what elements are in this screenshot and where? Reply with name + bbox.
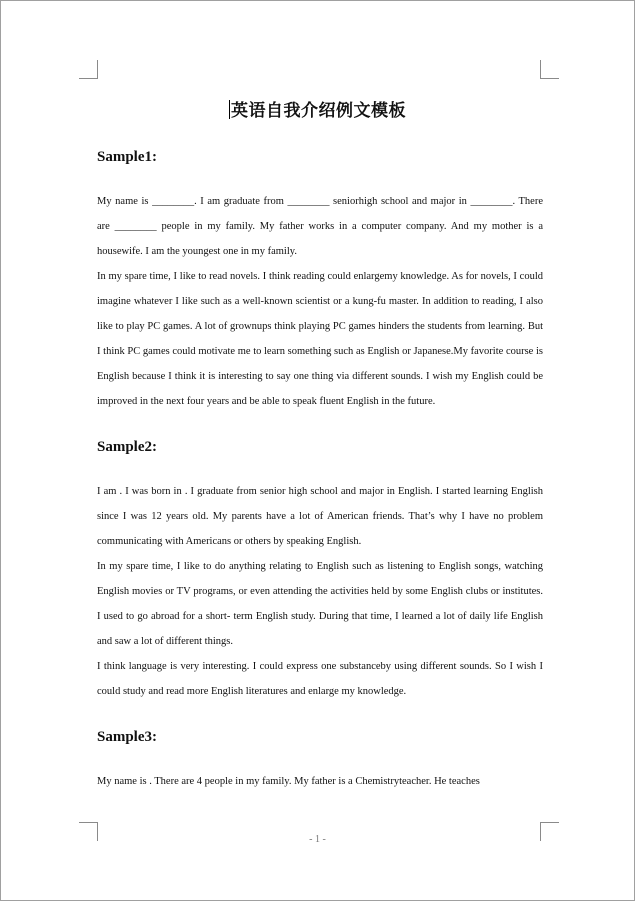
section-heading[interactable]: Sample2: bbox=[97, 439, 157, 455]
paragraph[interactable]: I am . I was born in . I graduate from senior high school and major in English. I started learning English since I was 12 years old. My parents have a lot of American friends. That’s why I have no problem communicating with Americans or others by speaking English. bbox=[97, 486, 543, 547]
paragraph[interactable]: My name is . There are 4 people in my family. My father is a Chemistryteacher. He teaches bbox=[97, 776, 480, 787]
section-sample1 bbox=[97, 146, 543, 414]
section-sample3 bbox=[97, 726, 543, 794]
margin-corner-top-left bbox=[79, 60, 98, 79]
document-body[interactable] bbox=[97, 146, 543, 794]
section-heading[interactable]: Sample1: bbox=[97, 149, 157, 165]
document-title-line[interactable] bbox=[0, 96, 635, 121]
paragraph[interactable]: I think language is very interesting. I could express one substanceby using different sounds. So I wish I could study and read more English literatures and enlarge my knowledge. bbox=[97, 661, 543, 697]
paragraph[interactable]: In my spare time, I like to read novels. I think reading could enlargemy knowledge. As for novels, I could imagine whatever I like such as a well-known scientist or a kung-fu master. In addition to reading, I also like to play PC games. A lot of grownups think playing PC games hinders the students from learning. But I think PC games could motivate me to learn something such as English or Japanese.My favorite course is English because I think it is interesting to say one thing via different sounds. I wish my English could be improved in the next four years and be able to speak fluent English in the future. bbox=[97, 271, 543, 407]
paragraph[interactable]: My name is ________. I am graduate from ________ seniorhigh school and major in ________. There are ________ people in my family. My father works in a computer company. And my mother is a housewife. I am the youngest one in my family. bbox=[97, 196, 543, 257]
document-title[interactable]: 英语自我介绍例文模板 bbox=[231, 101, 406, 121]
section-heading[interactable]: Sample3: bbox=[97, 729, 157, 745]
paragraph[interactable]: In my spare time, I like to do anything relating to English such as listening to English songs, watching English movies or TV programs, or even attending the activities held by some English clubs or institutes. I used to go abroad for a short- term English study. During that time, I learned a lot of daily life English and saw a lot of different things. bbox=[97, 561, 543, 647]
margin-corner-top-right bbox=[540, 60, 559, 79]
text-cursor bbox=[229, 100, 230, 119]
section-sample2 bbox=[97, 436, 543, 704]
page-number: - 1 - bbox=[309, 834, 326, 845]
